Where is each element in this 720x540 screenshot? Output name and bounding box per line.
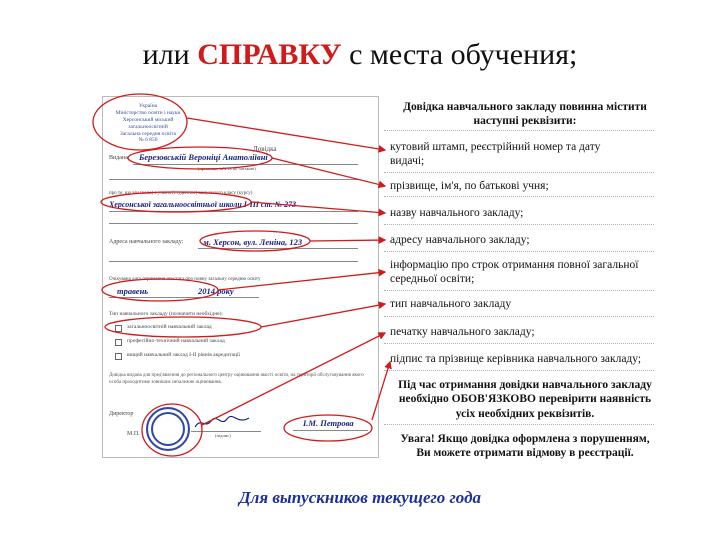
requisite-line: назву навчального закладу; [390,207,524,219]
requisite-line: адресу навчального закладу; [390,234,530,246]
type-option: вищий навчальний заклад І-ІІ рівнів акредитації [127,352,241,358]
school-name: Херсонської загальноосвітньої школи І-ІІІ ст. № 273 [109,200,297,209]
heading-line: наступні реквізити: [473,115,577,128]
requisite-line: видачі; [390,155,425,168]
requisite-line: підпис та прізвище керівника навчального закладу; [390,353,642,365]
highlight-seal [142,404,202,456]
requisite-line: тип навчального закладу [390,298,512,310]
highlight-type [105,317,261,337]
certificate-heading: Довідка [253,145,277,153]
about-label: про те, що він (вона) є учнем (студентом) випускного класу (курсу) [109,191,253,196]
highlight-corner-stamp [93,94,187,150]
arrow-address [310,240,385,241]
note-line: усіх необхідних реквізитів. [455,407,595,420]
arrow-term [218,272,385,290]
arrow-type [261,304,385,327]
requisite-line: інформацію про строк отримання повної загальної [390,259,639,271]
highlight-director [284,415,372,441]
arrow-stamp [187,118,385,150]
receipt-month: травень [117,286,149,296]
warning-line: Ви можете отримати відмову в реєстрації. [416,447,634,460]
stamp-line: Україна [138,103,158,109]
stamp-abbrev: М.П. [127,431,140,437]
stamp-line: Міністерство освіти і науки [115,109,181,116]
note-line: необхідно ОБОВ'ЯЗКОВО перевірити наявність [398,393,652,406]
arrow-seal [202,333,385,425]
highlight-term [102,279,218,301]
title-highlight: СПРАВКУ [197,38,342,71]
director-label: Директор [109,411,134,417]
receipt-label: Очікувана дата отримання атестата про повну загальну середню освіту [109,277,261,282]
requisite-line: прізвище, ім'я, по батькові учня; [390,180,549,192]
stamp-line: Херсонський міський [122,116,174,123]
receipt-year: 2014 року [198,286,234,296]
stamp-line: № 6 856 [138,137,158,144]
director-name: І.М. Петрова [303,418,354,428]
issued-label: Видана [109,155,128,161]
requisite-line: середньої освіти; [390,273,475,286]
warning-line: Увага! Якщо довідка оформлена з порушенням, [400,433,650,445]
requisite-line: кутовий штамп, реєстрійний номер та дату [390,141,601,153]
name-hint: (прізвище, ім'я та по батькові) [198,166,256,171]
signature-hint: (підпис) [215,433,231,438]
type-label: Тип навчального закладу (позначити необхідне): [109,311,223,317]
highlight-student-name [128,147,272,169]
heading-line: Довідка навчального закладу повинна містити [403,101,647,113]
title-suffix: с места обучения; [341,38,578,71]
arrow-school [251,202,385,213]
highlight-address [200,231,310,251]
stamp-line: загальноосвітній [128,123,168,130]
type-option: загальноосвітній навчальний заклад [127,324,212,330]
purpose-text: Довідка видана для пред'явлення до регіонального центру оцінювання якості освіти, на території обслуговування якого особа проходитиме зовнішнє незалежне оцінювання. [109,373,364,385]
highlight-school-name [101,192,251,212]
requisite-line: печатку навчального закладу; [390,326,535,338]
arrow-director [372,362,390,420]
slide-caption: Для выпускников текущего года [238,488,482,507]
type-option: професійно-технічний навчальний заклад [127,338,225,344]
note-line: Під час отримання довідки навчального закладу [398,379,652,391]
address-value: м. Херсон, вул. Леніна, 123 [203,237,303,247]
stamp-line: Загальна середня освіта [119,130,177,137]
address-label: Адреса навчального закладу: [109,239,184,245]
student-name: Березовській Вероніці Анатоліївні [139,152,268,162]
title-prefix: или [142,38,198,71]
arrow-name [272,158,385,186]
